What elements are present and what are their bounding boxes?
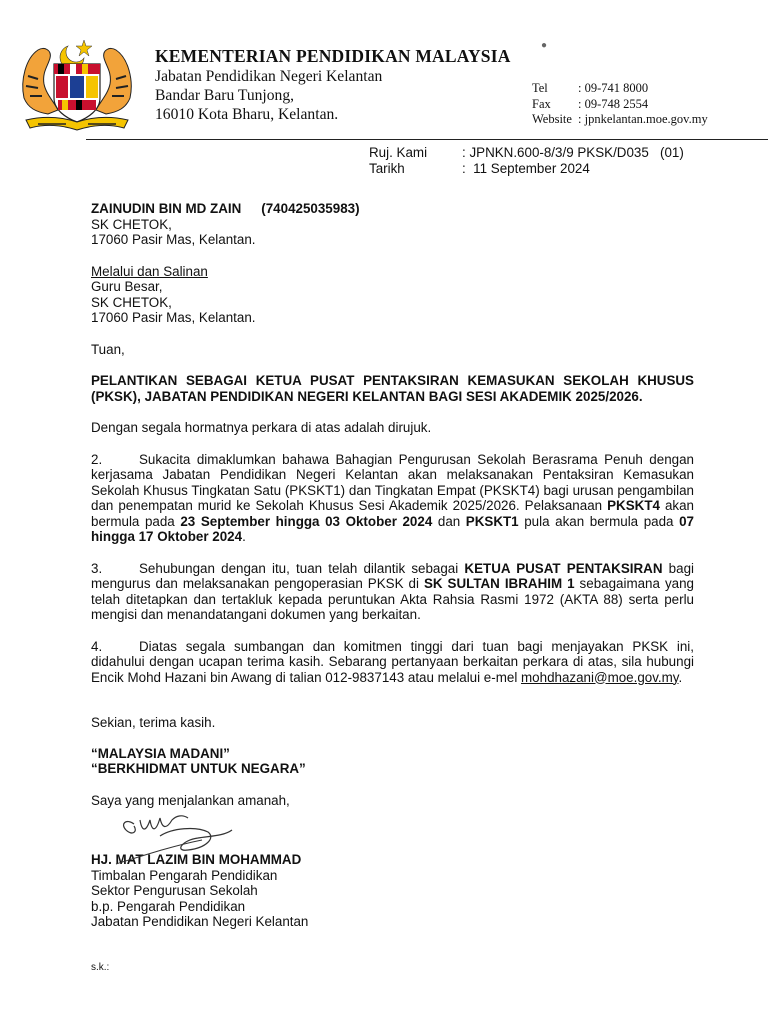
letterhead-address: Jabatan Pendidikan Negeri Kelantan Bandar Baru Tunjong, 16010 Kota Bharu, Kelantan. bbox=[155, 68, 383, 123]
recipient-name: ZAINUDIN BIN MD ZAIN bbox=[91, 201, 242, 216]
letterhead-contact: Tel : 09-741 8000 Fax : 09-748 2554 Website : jpnkelantan.moe.gov.my bbox=[532, 81, 708, 126]
paragraph-4: 4. Diatas segala sumbangan dan komitmen tinggi dari tuan bagi menjayakan PKSK ini, didahului dengan ucapan terima kasih. Sebarang pertanyaan berkaitan perkara di atas, sila hubungi Encik Mohd Hazani bin Awang di talian 012-9837143 atau melalui e-mel mohdhazani@moe.gov.my. bbox=[91, 638, 694, 685]
paragraph-2: 2. Sukacita dimaklumkan bahawa Bahagian Pengurusan Sekolah Berasrama Penuh dengan kerjasama Jabatan Pendidikan Negeri Kelantan akan melaksanakan Pentaksiran Kemasukan Sekolah Khusus Tingkatan Satu (PKSKT1) dan Tingkatan Empat (PKSKT4) bagi urusan pengambilan dan penempatan murid ke Sekolah Khusus Sesi Akademik 2025/2026. Pelaksanaan PKSKT4 akan bermula pada 23 September hingga 03 Oktober 2024 dan PKSKT1 pula akan bermula pada 07 hingga 17 Oktober 2024. bbox=[91, 451, 694, 544]
ruj-label: Ruj. Kami bbox=[369, 145, 428, 160]
signatory-block: HJ. MAT LAZIM BIN MOHAMMAD Timbalan Pengarah Pendidikan Sektor Pengurusan Sekolah b.p. Pengarah Pendidikan Jabatan Pendidikan Negeri Kelantan bbox=[91, 852, 694, 930]
ruj-value: : JPNKN.600-8/3/9 PKSK/D035 (01) bbox=[462, 145, 684, 160]
closing-line: Sekian, terima kasih. bbox=[91, 715, 216, 730]
contact-email: mohdhazani@moe.gov.my bbox=[521, 669, 679, 685]
paragraph-3: 3. Sehubungan dengan itu, tuan telah dilantik sebagai KETUA PUSAT PENTAKSIRAN bagi mengurus dan melaksanakan pengoperasian PKSK di SK SULTAN IBRAHIM 1 sebagaimana yang telah ditetapkan dan tertakluk kepada peruntukan Akta Rahsia Rasmi 1972 (AKTA 88) serta perlu mengisi dan menandatangani dokumen yang berkaitan. bbox=[91, 560, 694, 622]
slogans: “MALAYSIA MADANI” “BERKHIDMAT UNTUK NEGARA” bbox=[91, 745, 306, 776]
cc-heading: Melalui dan Salinan bbox=[91, 263, 208, 279]
tarikh-label: Tarikh bbox=[369, 160, 405, 176]
salutation: Tuan, bbox=[91, 341, 125, 357]
signatory-name: HJ. MAT LAZIM BIN MOHAMMAD bbox=[91, 852, 302, 867]
letterhead-divider bbox=[86, 139, 768, 140]
paragraph-1: Dengan segala hormatnya perkara di atas adalah dirujuk. bbox=[91, 420, 432, 435]
reference-block bbox=[369, 145, 684, 176]
amanah-line: Saya yang menjalankan amanah, bbox=[91, 792, 290, 808]
handwritten-signature bbox=[112, 806, 252, 870]
recipient-block: ZAINUDIN BIN MD ZAIN (740425035983) SK CHETOK, 17060 Pasir Mas, Kelantan. bbox=[91, 201, 360, 247]
speck-mark: ● bbox=[541, 40, 548, 51]
ministry-name: KEMENTERIAN PENDIDIKAN MALAYSIA bbox=[155, 46, 511, 66]
tarikh-value: : 11 September 2024 bbox=[462, 160, 590, 176]
subject-line: PELANTIKAN SEBAGAI KETUA PUSAT PENTAKSIRAN KEMASUKAN SEKOLAH KHUSUS (PKSK), JABATAN PENDIDIKAN NEGERI KELANTAN BAGI SESI AKADEMIK 2025/2026. bbox=[91, 373, 694, 404]
sk-label: s.k.: bbox=[91, 962, 110, 973]
coat-of-arms-logo bbox=[18, 36, 136, 132]
cc-block: Melalui dan Salinan Guru Besar, SK CHETOK, 17060 Pasir Mas, Kelantan. bbox=[91, 264, 694, 326]
recipient-ic: (740425035983) bbox=[261, 201, 360, 216]
